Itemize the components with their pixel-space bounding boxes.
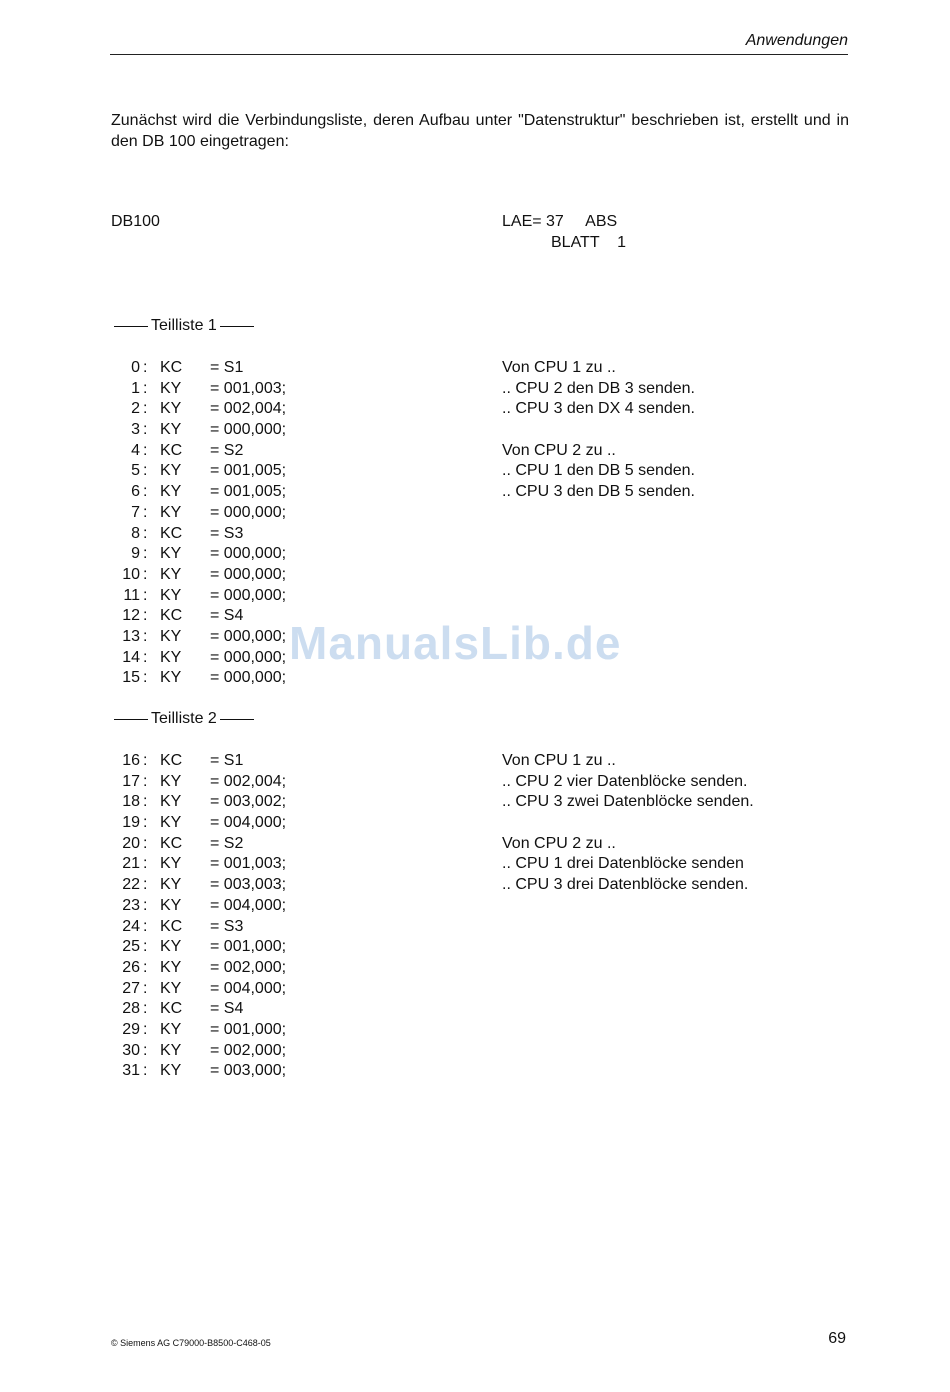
note-line: .. CPU 3 den DX 4 senden.: [502, 400, 695, 418]
row-type: KY: [160, 938, 182, 956]
row-value: = 000,000;: [210, 565, 287, 583]
row-colon: :: [143, 359, 148, 376]
row-type: KC: [160, 834, 183, 852]
row-colon: :: [143, 752, 148, 769]
row-index: 21: [122, 855, 140, 873]
footer-copyright: © Siemens AG C79000-B8500-C468-05: [111, 1338, 271, 1348]
row-index: 26: [122, 958, 140, 976]
list-row: [108, 461, 410, 482]
row-value: = 003,003;: [210, 876, 287, 894]
row-type: KC: [160, 607, 183, 625]
row-colon: :: [143, 958, 148, 976]
row-type: KY: [160, 1062, 182, 1080]
list-row: [108, 1041, 410, 1062]
list-row: [108, 524, 410, 545]
page-number: 69: [828, 1330, 846, 1347]
row-index: 0: [131, 359, 140, 376]
row-value: = 000,000;: [210, 669, 287, 687]
row-value: = S2: [210, 834, 244, 852]
row-type: KY: [160, 586, 182, 604]
row-colon: :: [143, 607, 148, 625]
intro-paragraph: Zunächst wird die Verbindungsliste, deren Aufbau unter "Datenstruktur" beschrieben ist, erstellt und in den DB 100 eingetragen:: [111, 112, 849, 150]
row-value: = 004,000;: [210, 814, 287, 832]
row-index: 2: [131, 400, 140, 418]
list-row: [108, 834, 410, 855]
section-title: Teilliste 2: [151, 710, 217, 727]
row-value: = S3: [210, 917, 244, 935]
note-line: .. CPU 3 drei Datenblöcke senden.: [502, 876, 749, 894]
db-label: DB100: [111, 213, 160, 230]
list-row: [108, 565, 410, 586]
list-row: [108, 586, 410, 607]
row-value: = 004,000;: [210, 896, 287, 914]
row-value: = 000,000;: [210, 545, 287, 563]
row-type: KC: [160, 359, 183, 376]
note-line: Von CPU 1 zu ..: [502, 752, 616, 769]
row-colon: :: [143, 814, 148, 832]
row-index: 10: [122, 565, 140, 583]
row-type: KY: [160, 503, 182, 521]
row-colon: :: [143, 1041, 148, 1059]
row-type: KY: [160, 483, 182, 501]
row-index: 18: [122, 793, 140, 811]
row-type: KY: [160, 793, 182, 811]
row-type: KC: [160, 917, 183, 935]
list-row: [108, 875, 410, 896]
row-value: = 002,000;: [210, 958, 287, 976]
row-value: = S4: [210, 1000, 244, 1018]
row-value: = 001,000;: [210, 938, 287, 956]
row-colon: :: [143, 586, 148, 604]
row-value: = 001,005;: [210, 483, 287, 501]
row-index: 12: [122, 607, 140, 625]
row-value: = 000,000;: [210, 627, 287, 645]
row-value: = 000,000;: [210, 421, 287, 439]
row-index: 7: [131, 503, 140, 521]
row-colon: :: [143, 1062, 148, 1080]
row-type: KY: [160, 565, 182, 583]
note-line: .. CPU 3 den DB 5 senden.: [502, 483, 695, 501]
row-index: 30: [122, 1041, 140, 1059]
row-value: = 004,000;: [210, 979, 287, 997]
notes-teilliste-1: [502, 358, 695, 503]
row-type: KY: [160, 876, 182, 894]
row-index: 8: [131, 524, 140, 542]
note-line: [502, 420, 695, 441]
list-row: [108, 917, 410, 938]
row-type: KY: [160, 772, 182, 790]
row-index: 4: [131, 441, 140, 459]
row-index: 3: [131, 421, 140, 439]
row-index: 9: [131, 545, 140, 563]
row-index: 11: [123, 586, 140, 604]
list-row: [108, 1061, 410, 1082]
row-colon: :: [143, 938, 148, 956]
row-type: KY: [160, 379, 182, 397]
row-index: 31: [122, 1062, 140, 1080]
row-type: KY: [160, 958, 182, 976]
row-index: 19: [122, 814, 140, 832]
list-row: [108, 503, 410, 524]
row-colon: :: [143, 896, 148, 914]
dash-right: [220, 719, 254, 720]
note-line: Von CPU 2 zu ..: [502, 441, 616, 459]
note-line: [502, 813, 754, 834]
row-value: = 003,002;: [210, 793, 287, 811]
list-row: [108, 420, 410, 441]
row-type: KY: [160, 1020, 182, 1038]
code-list-teilliste-2: [108, 751, 410, 1082]
list-row: [108, 979, 410, 1000]
row-type: KY: [160, 669, 182, 687]
row-index: 1: [131, 379, 140, 397]
row-colon: :: [143, 648, 148, 666]
row-colon: :: [143, 462, 148, 480]
row-value: = 001,000;: [210, 1020, 287, 1038]
row-type: KY: [160, 814, 182, 832]
header-rule: [110, 54, 848, 55]
row-index: 23: [122, 896, 140, 914]
row-type: KC: [160, 1000, 183, 1018]
blatt-line: BLATT 1: [551, 234, 626, 251]
row-colon: :: [143, 876, 148, 894]
row-type: KY: [160, 400, 182, 418]
row-value: = 002,004;: [210, 772, 287, 790]
dash-right: [220, 326, 254, 327]
row-colon: :: [143, 772, 148, 790]
row-type: KC: [160, 441, 183, 459]
list-row: [108, 358, 410, 379]
row-type: KY: [160, 855, 182, 873]
row-index: 25: [122, 938, 140, 956]
section-heading-teilliste-2: [111, 710, 257, 728]
row-index: 15: [122, 669, 140, 687]
row-colon: :: [143, 917, 148, 935]
list-row: [108, 482, 410, 503]
note-line: Von CPU 2 zu ..: [502, 834, 616, 852]
list-row: [108, 544, 410, 565]
list-row: [108, 668, 410, 689]
list-row: [108, 896, 410, 917]
note-line: .. CPU 2 den DB 3 senden.: [502, 379, 695, 397]
list-row: [108, 441, 410, 462]
list-row: [108, 958, 410, 979]
watermark: ManualsLib.de: [289, 617, 622, 669]
row-value: = 002,000;: [210, 1041, 287, 1059]
row-index: 27: [122, 979, 140, 997]
list-row: [108, 999, 410, 1020]
row-value: = 001,005;: [210, 462, 287, 480]
list-row: [108, 751, 410, 772]
row-type: KY: [160, 462, 182, 480]
row-colon: :: [143, 503, 148, 521]
dash-left: [114, 719, 148, 720]
list-row: [108, 399, 410, 420]
row-value: = 002,004;: [210, 400, 287, 418]
row-index: 29: [122, 1020, 140, 1038]
note-line: .. CPU 3 zwei Datenblöcke senden.: [502, 793, 754, 811]
row-value: = 001,003;: [210, 855, 287, 873]
row-colon: :: [143, 524, 148, 542]
row-value: = 001,003;: [210, 379, 287, 397]
row-value: = S2: [210, 441, 244, 459]
row-colon: :: [143, 627, 148, 645]
row-value: = S3: [210, 524, 244, 542]
row-value: = S4: [210, 607, 244, 625]
note-line: Von CPU 1 zu ..: [502, 359, 616, 376]
row-value: = 000,000;: [210, 503, 287, 521]
list-row: [108, 854, 410, 875]
row-colon: :: [143, 545, 148, 563]
row-colon: :: [143, 834, 148, 852]
row-value: = 000,000;: [210, 586, 287, 604]
row-type: KC: [160, 524, 183, 542]
row-value: = 003,000;: [210, 1062, 287, 1080]
row-colon: :: [143, 379, 148, 397]
row-type: KY: [160, 896, 182, 914]
row-colon: :: [143, 979, 148, 997]
note-line: .. CPU 1 drei Datenblöcke senden: [502, 855, 744, 873]
row-value: = S1: [210, 752, 244, 769]
row-type: KY: [160, 979, 182, 997]
row-index: 13: [122, 627, 140, 645]
row-value: = 000,000;: [210, 648, 287, 666]
list-row: [108, 772, 410, 793]
row-index: 14: [122, 648, 140, 666]
row-type: KC: [160, 752, 183, 769]
list-row: [108, 937, 410, 958]
row-index: 17: [122, 772, 140, 790]
row-index: 6: [131, 483, 140, 501]
note-line: .. CPU 2 vier Datenblöcke senden.: [502, 772, 748, 790]
dash-left: [114, 326, 148, 327]
row-value: = S1: [210, 359, 244, 376]
page-header-title: Anwendungen: [745, 32, 848, 49]
section-heading-teilliste-1: [111, 317, 257, 335]
list-row: [108, 379, 410, 400]
row-colon: :: [143, 1000, 148, 1018]
row-colon: :: [143, 421, 148, 439]
row-index: 5: [131, 462, 140, 480]
note-line: .. CPU 1 den DB 5 senden.: [502, 462, 695, 480]
row-index: 16: [122, 752, 140, 769]
row-type: KY: [160, 627, 182, 645]
row-colon: :: [143, 1020, 148, 1038]
row-colon: :: [143, 441, 148, 459]
row-type: KY: [160, 1041, 182, 1059]
row-index: 22: [122, 876, 140, 894]
lae-line: LAE= 37 ABS: [502, 213, 618, 230]
row-colon: :: [143, 483, 148, 501]
row-index: 24: [122, 917, 140, 935]
row-type: KY: [160, 648, 182, 666]
list-row: [108, 792, 410, 813]
row-colon: :: [143, 793, 148, 811]
row-index: 20: [122, 834, 140, 852]
notes-teilliste-2: [502, 751, 754, 896]
list-row: [108, 1020, 410, 1041]
row-colon: :: [143, 565, 148, 583]
row-colon: :: [143, 669, 148, 687]
row-type: KY: [160, 421, 182, 439]
row-colon: :: [143, 400, 148, 418]
row-type: KY: [160, 545, 182, 563]
row-colon: :: [143, 855, 148, 873]
row-index: 28: [122, 1000, 140, 1018]
list-row: [108, 813, 410, 834]
section-title: Teilliste 1: [151, 317, 217, 334]
